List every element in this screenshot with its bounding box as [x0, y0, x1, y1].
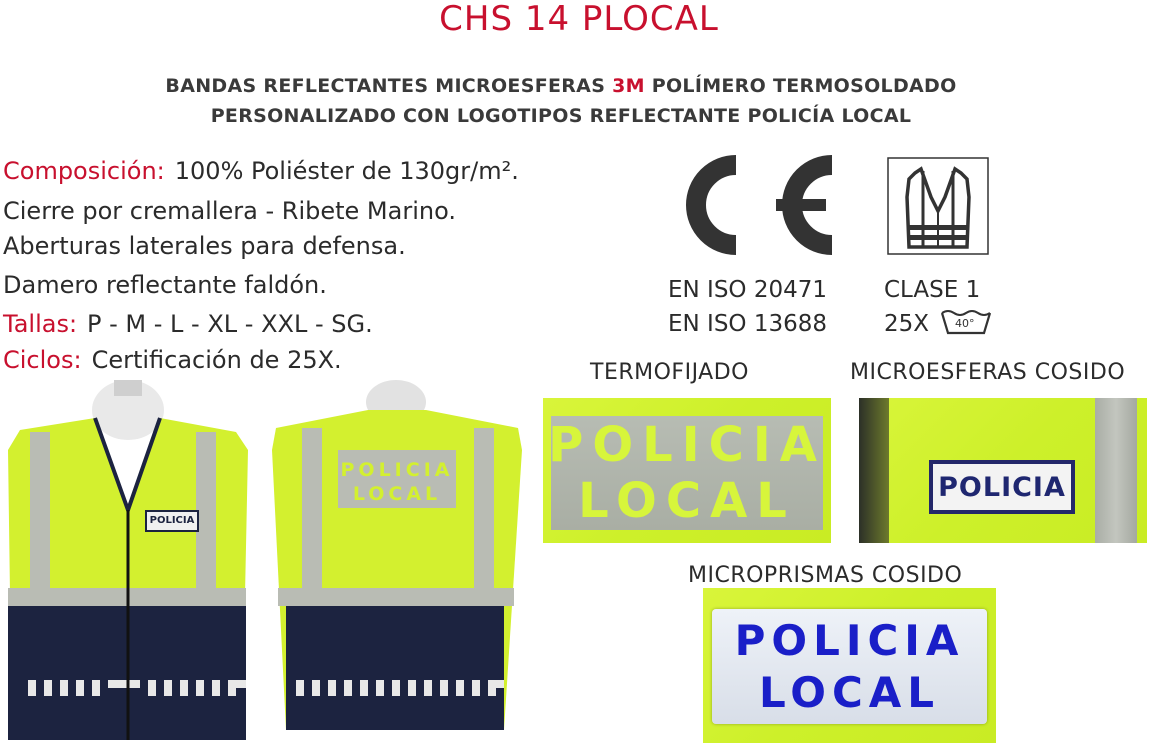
- subtitle-line-2: PERSONALIZADO CON LOGOTIPOS REFLECTANTE POLICÍA LOCAL: [210, 105, 912, 127]
- microesferas-patch: POLICIA: [929, 460, 1075, 514]
- ce-mark-icon: [664, 155, 840, 255]
- section-microesferas-title: MICROESFERAS COSIDO: [850, 360, 1126, 385]
- microprismas-photo: [703, 588, 996, 743]
- spec-damero: Damero reflectante faldón.: [3, 271, 327, 299]
- vest-back-image: [268, 380, 528, 748]
- back-logo-line1: POLICIA: [340, 459, 454, 481]
- termofijado-patch: [548, 416, 826, 530]
- class-label: CLASE 1: [884, 277, 981, 303]
- termofijado-photo: [543, 398, 831, 543]
- microesferas-photo: [859, 398, 1147, 543]
- termofijado-patch-line1: POLICIA: [548, 417, 826, 473]
- subtitle-text-after: POLÍMERO TERMOSOLDADO: [644, 75, 957, 97]
- spec-aberturas: Aberturas laterales para defensa.: [3, 232, 406, 260]
- spec-ciclos: [3, 345, 342, 375]
- ciclos-value: Certificación de 25X.: [91, 346, 342, 374]
- back-logo-line2: LOCAL: [352, 483, 442, 505]
- tallas-label: Tallas:: [3, 310, 78, 338]
- termofijado-patch-line2: LOCAL: [578, 473, 796, 529]
- composicion-value: 100% Poliéster de 130gr/m².: [174, 157, 519, 185]
- back-logo-text: [338, 455, 456, 509]
- wash-cycles-label: 25X: [884, 311, 930, 337]
- norm-en-iso-13688: EN ISO 13688: [668, 311, 828, 337]
- microprismas-patch-line1: POLICIA: [734, 615, 965, 665]
- product-title: CHS 14 PLOCAL: [439, 0, 719, 39]
- subtitle-text-before: BANDAS REFLECTANTES MICROESFERAS: [165, 75, 613, 97]
- microprismas-patch-line2: LOCAL: [758, 667, 941, 717]
- norm-en-iso-20471: EN ISO 20471: [668, 277, 828, 303]
- microprismas-patch: [712, 609, 987, 724]
- ciclos-label: Ciclos:: [3, 346, 82, 374]
- hi-vis-vest-pictogram-icon: [887, 157, 989, 255]
- section-termofijado-title: TERMOFIJADO: [590, 360, 749, 385]
- spec-composicion: [3, 156, 519, 186]
- front-badge: POLICIA: [145, 510, 199, 532]
- spec-cierre: Cierre por cremallera - Ribete Marino.: [3, 197, 456, 225]
- vest-front-image: [0, 380, 260, 748]
- tallas-value: P - M - L - XL - XXL - SG.: [87, 310, 373, 338]
- zipper-edge: [859, 398, 889, 543]
- reflective-band: [1095, 398, 1137, 543]
- wash-tub-icon: [940, 309, 992, 335]
- wash-temp-label: 40°: [955, 317, 975, 330]
- subtitle-line-1: [0, 74, 1122, 98]
- subtitle-3m-highlight: 3M: [612, 75, 645, 97]
- section-microprismas-title: MICROPRISMAS COSIDO: [688, 563, 963, 588]
- composicion-label: Composición:: [3, 157, 165, 185]
- spec-tallas: [3, 309, 373, 339]
